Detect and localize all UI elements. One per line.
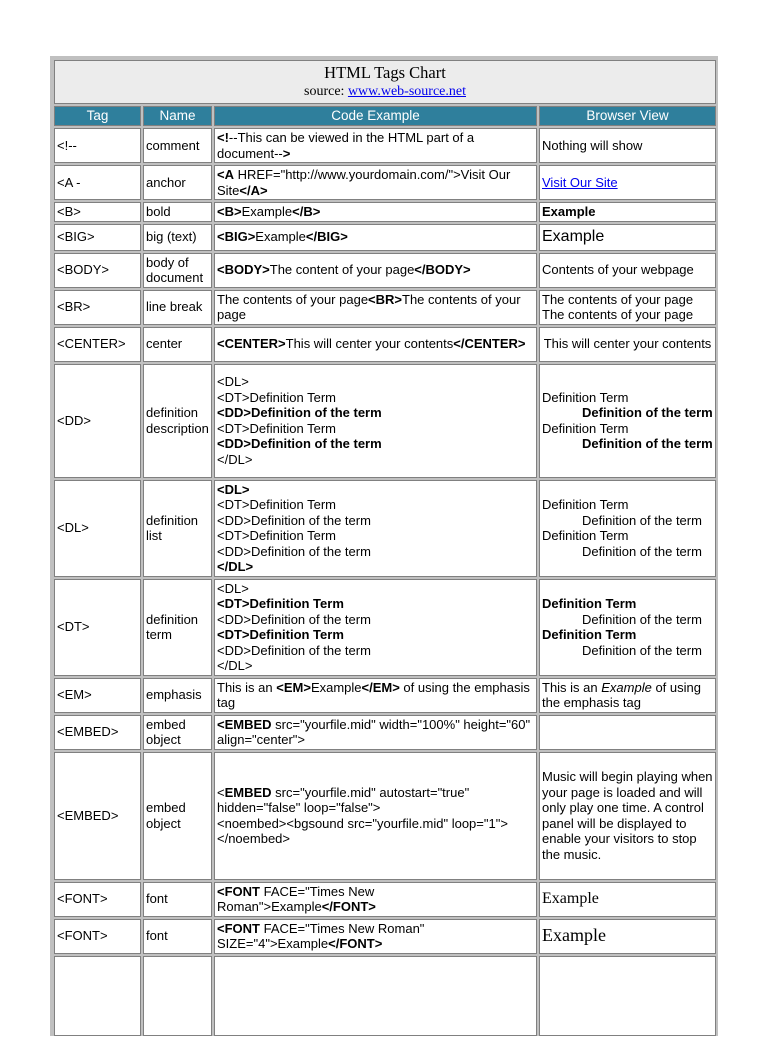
definition-term: Definition Term	[542, 596, 637, 611]
code-text: HREF="http://www.yourdomain.com/">Visit Our Site	[217, 167, 511, 198]
browser-view-cell	[539, 202, 716, 222]
browser-view-cell	[539, 327, 716, 362]
browser-view-cell	[539, 224, 716, 251]
tag-cell: <FONT>	[54, 919, 141, 954]
name-cell: embed object	[143, 752, 212, 880]
definition-term: Definition Term	[542, 389, 629, 405]
code-example	[217, 680, 534, 711]
code-example-cell	[214, 202, 537, 222]
code-example	[217, 262, 534, 278]
definition-term: Definition Term	[542, 627, 637, 642]
browser-view-cell	[539, 165, 716, 200]
code-example-cell	[214, 128, 537, 163]
tag-cell: <BIG>	[54, 224, 141, 251]
code-text: This will center your contents	[285, 336, 454, 352]
code-tag-bold: <DT>Definition Term	[217, 627, 344, 642]
browser-view-cell	[539, 752, 716, 880]
browser-view-cell	[539, 364, 716, 478]
table-row	[54, 165, 716, 200]
code-tag-bold: <DT>Definition Term	[217, 596, 344, 611]
code-example-cell	[214, 678, 537, 713]
view-text: of using the emphasis tag	[542, 679, 701, 710]
code-example-cell	[214, 715, 537, 750]
table-row	[54, 715, 716, 750]
name-cell: anchor	[143, 165, 212, 200]
code-example-cell	[214, 224, 537, 251]
table-row	[54, 882, 716, 917]
tag-cell: <CENTER>	[54, 327, 141, 362]
code-tag-bold: <!	[217, 130, 229, 145]
definition-description: Definition of the term	[582, 543, 702, 559]
header-browser-view: Browser View	[539, 106, 716, 126]
font-size-example: Example	[542, 924, 606, 945]
code-text: The content of your page	[269, 262, 415, 278]
code-tag-bold: <FONT	[217, 920, 260, 936]
tag-cell: <EM>	[54, 678, 141, 713]
name-cell: definition description	[143, 364, 212, 478]
code-example	[217, 336, 534, 352]
definition-description: Definition of the term	[582, 405, 713, 420]
table-row	[54, 480, 716, 577]
code-example	[217, 374, 534, 467]
name-cell: bold	[143, 202, 212, 222]
code-example-cell	[214, 579, 537, 676]
code-example-cell	[214, 290, 537, 325]
source-link[interactable]: www.web-source.net	[347, 84, 466, 99]
browser-view-cell	[539, 919, 716, 954]
browser-view-cell	[539, 128, 716, 163]
code-example-cell	[214, 480, 537, 577]
code-text: FACE="Times New Roman" SIZE="4">Example	[217, 920, 425, 951]
centered-example: This will center your contents	[543, 336, 712, 352]
code-text: src="yourfile.mid" autostart="true" hidden="false" loop="false"> <noembed><bgsound src="yourfile.mid" loop="1"> </noembed>	[217, 784, 508, 846]
name-cell: emphasis	[143, 678, 212, 713]
tag-cell: <DL>	[54, 480, 141, 577]
code-example-cell	[214, 327, 537, 362]
browser-view-cell	[539, 715, 716, 750]
code-tag-bold: <EMBED	[217, 716, 272, 732]
header-row	[54, 106, 716, 126]
definition-list-example	[542, 497, 713, 559]
definition-list-example	[542, 596, 713, 658]
name-cell: font	[143, 919, 212, 954]
code-tag-bold: <A	[217, 167, 234, 182]
code-example-cell	[214, 752, 537, 880]
browser-view-cell	[539, 678, 716, 713]
code-tag-bold: </DL>	[217, 559, 254, 574]
table-row	[54, 579, 716, 676]
table-row	[54, 128, 716, 163]
definition-term: Definition Term	[542, 497, 629, 512]
tag-cell: <DT>	[54, 579, 141, 676]
code-tag-bold: EMBED	[224, 784, 272, 800]
table-title-cell	[54, 60, 716, 104]
tag-cell: <A -	[54, 165, 141, 200]
table-row	[54, 919, 716, 954]
code-example	[217, 717, 534, 748]
code-tag-bold: </EM>	[361, 679, 400, 695]
code-tag-bold: </B>	[292, 204, 321, 219]
font-example: Example	[542, 890, 599, 908]
code-text: src="yourfile.mid" width="100%" height="60" align="center">	[217, 716, 531, 747]
code-tag-bold: <DD>Definition of the term	[217, 405, 382, 420]
definition-description: Definition of the term	[582, 642, 702, 658]
name-cell: line break	[143, 290, 212, 325]
code-tag-bold: </FONT>	[321, 899, 376, 914]
code-text: <DL>	[217, 580, 249, 596]
definition-list-example	[542, 390, 713, 452]
code-example	[217, 884, 534, 915]
browser-view-cell	[539, 480, 716, 577]
code-tag-bold: <CENTER>	[217, 336, 286, 352]
code-tag-bold: <FONT	[217, 883, 260, 899]
code-example	[217, 229, 534, 245]
code-tag-bold: <BIG>	[217, 229, 256, 245]
visit-our-site-link[interactable]: Visit Our Site	[542, 174, 618, 190]
code-text: Example	[310, 679, 362, 695]
browser-view-cell	[539, 579, 716, 676]
code-example	[217, 482, 534, 575]
code-tag-bold: </BODY>	[414, 262, 471, 278]
code-example	[217, 785, 534, 847]
code-text: Example	[255, 229, 306, 245]
source-line	[57, 83, 713, 101]
code-example-cell	[214, 253, 537, 288]
definition-description: Definition of the term	[582, 611, 702, 627]
code-text: <DD>Definition of the term </DL>	[217, 642, 371, 673]
definition-description: Definition of the term	[582, 436, 713, 451]
code-example	[217, 921, 534, 952]
name-cell: center	[143, 327, 212, 362]
code-tag-bold: <B>	[217, 204, 242, 219]
code-tag-bold: <DD>Definition of the term	[217, 436, 382, 451]
header-tag: Tag	[54, 106, 141, 126]
code-text: The contents of your page	[217, 291, 369, 307]
tag-cell: <DD>	[54, 364, 141, 478]
code-text: <DT>Definition Term <DD>Definition of the term <DT>Definition Term <DD>Definition of the term	[217, 497, 371, 559]
code-example-cell	[214, 165, 537, 200]
table-row	[54, 290, 716, 325]
browser-view-cell	[539, 253, 716, 288]
table-row	[54, 327, 716, 362]
source-label: source:	[304, 84, 348, 99]
code-text: The contents of your page	[217, 291, 521, 322]
header-name: Name	[143, 106, 212, 126]
emphasis-example: Example	[601, 679, 652, 695]
code-example-cell	[214, 919, 537, 954]
view-text: Music will begin playing when your page is loaded and will only play one time. A control panel will be displayed to enable your visitors to stop the music.	[542, 769, 713, 862]
view-text: Contents of your webpage	[542, 262, 694, 278]
code-text: Example	[241, 204, 293, 219]
tag-cell: <BR>	[54, 290, 141, 325]
code-text: <	[217, 784, 225, 800]
code-tag-bold: </A>	[239, 182, 268, 198]
code-tag-bold: <BR>	[368, 291, 403, 307]
code-text: <DD>Definition of the term	[217, 611, 371, 627]
tag-cell: <B>	[54, 202, 141, 222]
definition-term: Definition Term	[542, 420, 629, 436]
code-text: of using the emphasis tag	[217, 679, 530, 710]
code-example-cell	[214, 882, 537, 917]
tag-cell: <FONT>	[54, 882, 141, 917]
line-break-example: The contents of your page The contents of your page	[542, 291, 694, 322]
table-row	[54, 752, 716, 880]
table-row	[54, 224, 716, 251]
table-row	[54, 364, 716, 478]
code-text: This is an	[217, 679, 277, 695]
table-row	[54, 253, 716, 288]
code-text: </DL>	[217, 451, 253, 467]
browser-view-cell	[539, 882, 716, 917]
code-tag-bold: </BIG>	[305, 229, 348, 245]
code-example	[217, 130, 534, 161]
header-code-example: Code Example	[214, 106, 537, 126]
table-row	[54, 202, 716, 222]
code-tag-bold: </CENTER>	[453, 336, 526, 352]
html-tags-table	[52, 58, 718, 1038]
code-example	[217, 204, 534, 220]
code-example	[217, 167, 534, 198]
big-example: Example	[542, 228, 605, 246]
name-cell: font	[143, 882, 212, 917]
tag-cell: <BODY>	[54, 253, 141, 288]
page-title: HTML Tags Chart	[324, 63, 446, 82]
code-text: --This can be viewed in the HTML part of a document--	[217, 130, 475, 161]
table-row	[54, 678, 716, 713]
tag-cell: <!--	[54, 128, 141, 163]
code-tag-bold: <DL>	[217, 481, 250, 497]
name-cell: big (text)	[143, 224, 212, 251]
browser-view-cell	[539, 290, 716, 325]
tag-cell: <EMBED>	[54, 752, 141, 880]
view-text: Nothing will show	[542, 137, 643, 153]
code-example	[217, 292, 534, 323]
code-text: <DL> <DT>Definition Term	[217, 374, 336, 405]
code-tag-bold: <EM>	[276, 679, 311, 695]
code-text: FACE="Times New Roman">Example	[217, 883, 375, 914]
code-text: <DT>Definition Term	[217, 420, 336, 436]
code-example-cell	[214, 364, 537, 478]
chart-frame	[50, 56, 718, 1036]
name-cell: embed object	[143, 715, 212, 750]
bold-example: Example	[542, 204, 596, 219]
code-tag-bold: <BODY>	[217, 262, 270, 278]
code-tag-bold: >	[282, 145, 291, 161]
code-example	[217, 581, 534, 674]
name-cell: definition term	[143, 579, 212, 676]
definition-term: Definition Term	[542, 528, 629, 543]
name-cell: body of document	[143, 253, 212, 288]
tag-cell: <EMBED>	[54, 715, 141, 750]
code-tag-bold: </FONT>	[328, 936, 383, 951]
definition-description: Definition of the term	[582, 512, 702, 528]
name-cell: comment	[143, 128, 212, 163]
view-text: This is an	[542, 679, 602, 695]
name-cell: definition list	[143, 480, 212, 577]
